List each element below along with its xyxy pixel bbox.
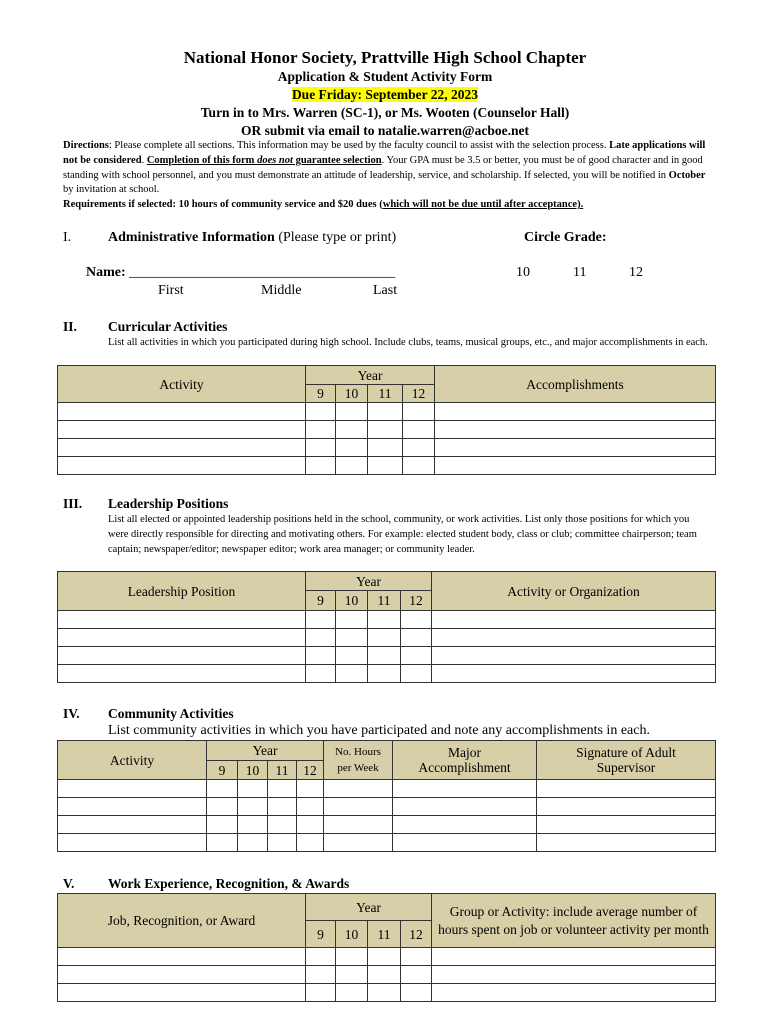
table-cell[interactable] [401, 629, 432, 647]
table-cell[interactable] [58, 611, 306, 629]
table-cell[interactable] [435, 403, 716, 421]
table-cell[interactable] [336, 457, 368, 475]
table-cell[interactable] [268, 816, 297, 834]
activity-header: Activity [58, 741, 207, 780]
table-cell[interactable] [306, 439, 336, 457]
year-9-header: 9 [207, 761, 238, 780]
late-notice: Late applications will not be considered [63, 140, 706, 166]
requirements-note: which will not be due until after acceptance). [382, 199, 584, 211]
due-date-line [0, 87, 770, 103]
table-cell[interactable] [306, 665, 336, 683]
table-cell[interactable] [207, 798, 238, 816]
table-cell[interactable] [207, 816, 238, 834]
table-cell[interactable] [58, 948, 306, 966]
table-cell[interactable] [268, 834, 297, 852]
table-cell[interactable] [432, 948, 716, 966]
turn-in-line: Turn in to Mrs. Warren (SC-1), or Ms. Wooten (Counselor Hall) [200, 105, 570, 120]
table-cell[interactable] [336, 966, 368, 984]
accomplishment-label: Accomplishment [418, 760, 511, 775]
activity-header: Activity [58, 366, 306, 403]
table-header-row [58, 366, 716, 385]
table-cell[interactable] [58, 439, 306, 457]
requirements-text: Requirements if selected: 10 hours of community service and $20 dues ( [63, 199, 383, 211]
table-cell[interactable] [58, 457, 306, 475]
middle-name-caption: Middle [261, 283, 302, 298]
hours-per-week-header [324, 741, 393, 780]
table-cell[interactable] [403, 439, 435, 457]
form-subtitle: Application & Student Activity Form [277, 69, 493, 84]
table-cell[interactable] [58, 403, 306, 421]
table-cell[interactable] [336, 611, 368, 629]
curricular-activities-table [57, 365, 716, 475]
job-recognition-award-header: Job, Recognition, or Award [58, 894, 306, 948]
table-cell[interactable] [58, 647, 306, 665]
name-label: Name: [86, 265, 130, 280]
leadership-position-header: Leadership Position [58, 572, 306, 611]
year-header: Year [207, 741, 324, 761]
table-cell[interactable] [432, 611, 716, 629]
table-cell[interactable] [401, 984, 432, 1002]
table-cell[interactable] [435, 421, 716, 439]
table-cell[interactable] [368, 966, 401, 984]
section-1-heading [108, 230, 396, 246]
table-cell[interactable] [58, 665, 306, 683]
section-2-description: List all activities in which you participated during high school. Include clubs, teams, musical groups, etc., and major accomplishments in each. [108, 337, 708, 348]
table-cell[interactable] [297, 834, 324, 852]
year-header: Year [306, 894, 432, 921]
table-row [58, 798, 716, 816]
directions-paragraph [63, 139, 708, 213]
table-row [58, 780, 716, 798]
table-row [58, 665, 716, 683]
table-cell[interactable] [336, 439, 368, 457]
section-4-number: IV. [63, 706, 80, 721]
section-4-description: List community activities in which you have participated and note any accomplishments in each. [108, 723, 650, 738]
table-cell[interactable] [297, 798, 324, 816]
table-cell[interactable] [537, 798, 716, 816]
table-row [58, 948, 716, 966]
table-cell[interactable] [306, 457, 336, 475]
section-1-note: (Please type or print) [274, 230, 397, 245]
year-9-header: 9 [306, 385, 336, 403]
table-cell[interactable] [336, 665, 368, 683]
table-cell[interactable] [393, 834, 537, 852]
table-cell[interactable] [58, 421, 306, 439]
table-cell[interactable] [393, 816, 537, 834]
table-cell[interactable] [393, 780, 537, 798]
leadership-positions-table [57, 571, 716, 683]
name-row [86, 265, 395, 281]
table-cell[interactable] [324, 780, 393, 798]
directions-text: by invitation at school. [63, 184, 160, 196]
accomplishments-header: Accomplishments [435, 366, 716, 403]
table-cell[interactable] [238, 834, 268, 852]
table-cell[interactable] [306, 948, 336, 966]
per-week-label: per Week [337, 762, 379, 774]
completion-notice: guarantee selection [292, 154, 382, 166]
table-cell[interactable] [401, 665, 432, 683]
table-header-row [58, 741, 716, 761]
table-cell[interactable] [58, 834, 207, 852]
section-5-title: Work Experience, Recognition, & Awards [108, 876, 350, 891]
table-row [58, 647, 716, 665]
grade-12-option[interactable]: 12 [629, 265, 643, 280]
year-11-header: 11 [368, 591, 401, 611]
grade-10-option[interactable]: 10 [516, 265, 530, 280]
table-cell[interactable] [238, 780, 268, 798]
year-11-header: 11 [368, 921, 401, 948]
table-row [58, 421, 716, 439]
supervisor-label: Supervisor [596, 760, 656, 775]
section-3-number: III. [63, 496, 83, 511]
year-10-header: 10 [336, 385, 368, 403]
group-activity-header: Group or Activity: include average number of hours spent on job or volunteer activity per month [432, 894, 716, 948]
table-cell[interactable] [401, 948, 432, 966]
table-cell[interactable] [401, 611, 432, 629]
table-cell[interactable] [306, 403, 336, 421]
table-cell[interactable] [435, 457, 716, 475]
major-label: Major [448, 745, 482, 760]
table-cell[interactable] [368, 403, 403, 421]
signature-header [537, 741, 716, 780]
directions-label: Directions [63, 140, 109, 151]
table-cell[interactable] [403, 457, 435, 475]
signature-label: Signature of Adult [576, 745, 676, 760]
table-cell[interactable] [537, 816, 716, 834]
table-cell[interactable] [324, 816, 393, 834]
work-experience-table [57, 893, 716, 1002]
directions-text: . Your GPA must be 3.5 or better, you must be of good character and in good standing with school personnel, and you must demonstrate an attitude of leadership, service, and scholarship. If selected, you will be notified in [63, 154, 703, 181]
section-1-number: I. [63, 230, 72, 245]
table-cell[interactable] [306, 421, 336, 439]
section-1-title: Administrative Information [108, 230, 275, 245]
table-cell[interactable] [58, 629, 306, 647]
hours-label: No. Hours [335, 746, 381, 758]
table-cell[interactable] [368, 611, 401, 629]
circle-grade-label: Circle Grade: [524, 230, 607, 245]
year-10-header: 10 [336, 591, 368, 611]
table-cell[interactable] [403, 421, 435, 439]
table-cell[interactable] [368, 439, 403, 457]
table-cell[interactable] [336, 629, 368, 647]
table-cell[interactable] [306, 611, 336, 629]
table-cell[interactable] [368, 948, 401, 966]
table-cell[interactable] [58, 966, 306, 984]
year-10-header: 10 [238, 761, 268, 780]
table-cell[interactable] [368, 629, 401, 647]
table-cell[interactable] [58, 816, 207, 834]
major-accomplishment-header [393, 741, 537, 780]
table-cell[interactable] [58, 798, 207, 816]
section-2-number: II. [63, 319, 77, 334]
table-cell[interactable] [336, 948, 368, 966]
table-cell[interactable] [537, 780, 716, 798]
table-cell[interactable] [368, 457, 403, 475]
table-cell[interactable] [207, 780, 238, 798]
year-12-header: 12 [401, 921, 432, 948]
last-name-caption: Last [373, 283, 398, 298]
completion-notice: Completion of this form [146, 154, 258, 166]
table-row [58, 966, 716, 984]
table-header-row [58, 572, 716, 591]
table-cell[interactable] [336, 984, 368, 1002]
table-cell[interactable] [336, 647, 368, 665]
table-row [58, 816, 716, 834]
table-cell[interactable] [432, 665, 716, 683]
table-cell[interactable] [238, 816, 268, 834]
table-cell[interactable] [368, 647, 401, 665]
table-cell[interactable] [306, 629, 336, 647]
table-cell[interactable] [368, 421, 403, 439]
table-row [58, 611, 716, 629]
table-cell[interactable] [297, 780, 324, 798]
table-cell[interactable] [306, 984, 336, 1002]
october-emphasis: October [668, 169, 706, 181]
directions-text: . [141, 154, 147, 166]
table-cell[interactable] [393, 798, 537, 816]
table-cell[interactable] [324, 798, 393, 816]
year-12-header: 12 [297, 761, 324, 780]
table-row [58, 834, 716, 852]
table-cell[interactable] [336, 403, 368, 421]
table-row [58, 984, 716, 1002]
table-row [58, 403, 716, 421]
section-4-title: Community Activities [108, 706, 234, 721]
table-cell[interactable] [435, 439, 716, 457]
year-11-header: 11 [268, 761, 297, 780]
first-name-caption: First [158, 283, 184, 298]
email-line: OR submit via email to natalie.warren@acboe.net [241, 123, 529, 138]
table-cell[interactable] [432, 966, 716, 984]
due-date-highlight: Due Friday: September 22, 2023 [291, 87, 479, 102]
table-cell[interactable] [368, 665, 401, 683]
directions-text: : Please complete all sections. This information may be used by the faculty council to assist with the selection process. [108, 140, 610, 151]
year-9-header: 9 [306, 591, 336, 611]
table-row [58, 439, 716, 457]
year-9-header: 9 [306, 921, 336, 948]
section-3-title: Leadership Positions [108, 496, 229, 511]
table-cell[interactable] [306, 966, 336, 984]
table-cell[interactable] [324, 834, 393, 852]
table-cell[interactable] [207, 834, 238, 852]
community-activities-table [57, 740, 716, 852]
section-5-number: V. [63, 876, 75, 891]
does-not-emphasis: does not [257, 154, 293, 166]
table-cell[interactable] [306, 647, 336, 665]
table-cell[interactable] [537, 834, 716, 852]
table-cell[interactable] [403, 403, 435, 421]
year-12-header: 12 [403, 385, 435, 403]
table-cell[interactable] [432, 629, 716, 647]
section-3-description: List all elected or appointed leadership positions held in the school, community, or work activities. List only those positions for which you were directly responsible for directing and motivating others. For example: elected student body, class or club; committee chairperson; team captain; newspaper/editor; newspaper editor; work area manager; or community leader. [108, 514, 697, 555]
table-cell[interactable] [268, 798, 297, 816]
table-cell[interactable] [432, 984, 716, 1002]
year-header: Year [306, 572, 432, 591]
table-cell[interactable] [58, 984, 306, 1002]
table-header-row [58, 894, 716, 921]
activity-organization-header: Activity or Organization [432, 572, 716, 611]
year-11-header: 11 [368, 385, 403, 403]
year-12-header: 12 [401, 591, 432, 611]
table-row [58, 457, 716, 475]
table-cell[interactable] [268, 780, 297, 798]
table-cell[interactable] [401, 647, 432, 665]
table-cell[interactable] [58, 780, 207, 798]
table-cell[interactable] [401, 966, 432, 984]
form-title: National Honor Society, Prattville High School Chapter [183, 48, 587, 67]
table-cell[interactable] [297, 816, 324, 834]
table-cell[interactable] [432, 647, 716, 665]
name-field[interactable]: ______________________________________ [129, 265, 396, 280]
table-row [58, 629, 716, 647]
grade-11-option[interactable]: 11 [573, 265, 587, 280]
table-cell[interactable] [336, 421, 368, 439]
table-cell[interactable] [238, 798, 268, 816]
year-10-header: 10 [336, 921, 368, 948]
year-header: Year [306, 366, 435, 385]
table-cell[interactable] [368, 984, 401, 1002]
section-2-title: Curricular Activities [108, 319, 228, 334]
